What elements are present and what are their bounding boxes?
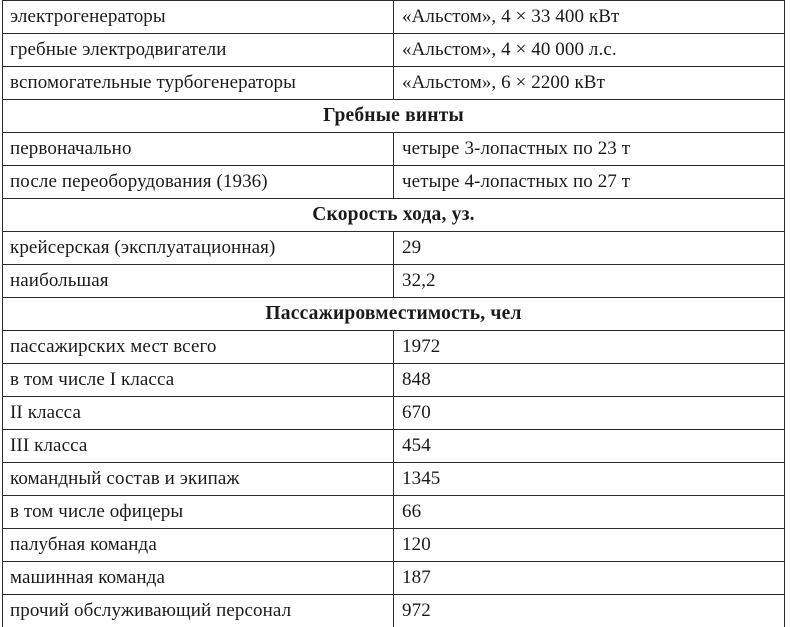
table-row	[3, 529, 785, 562]
row-value: 29	[394, 232, 785, 265]
row-label: II класса	[3, 397, 394, 430]
table-row	[3, 1, 785, 34]
table-row	[3, 67, 785, 100]
table-row	[3, 34, 785, 67]
table-row	[3, 265, 785, 298]
row-label: палубная команда	[3, 529, 394, 562]
section-header-label: Скорость хода, уз.	[3, 199, 785, 232]
row-label: в том числе офицеры	[3, 496, 394, 529]
row-label: командный состав и экипаж	[3, 463, 394, 496]
row-label: электрогенераторы	[3, 1, 394, 34]
row-label: прочий обслуживающий персонал	[3, 595, 394, 627]
row-label: наибольшая	[3, 265, 394, 298]
row-value: 1345	[394, 463, 785, 496]
row-label: вспомогательные турбогенераторы	[3, 67, 394, 100]
row-value: «Альстом», 4 × 33 400 кВт	[394, 1, 785, 34]
table-section-header-row	[3, 199, 785, 232]
section-header-label: Гребные винты	[3, 100, 785, 133]
table-row	[3, 133, 785, 166]
row-label: в том числе I класса	[3, 364, 394, 397]
row-value: четыре 4-лопастных по 27 т	[394, 166, 785, 199]
table-row	[3, 166, 785, 199]
row-value: «Альстом», 6 × 2200 кВт	[394, 67, 785, 100]
row-value: 670	[394, 397, 785, 430]
row-value: 66	[394, 496, 785, 529]
table-row	[3, 463, 785, 496]
row-value: 120	[394, 529, 785, 562]
row-value: «Альстом», 4 × 40 000 л.с.	[394, 34, 785, 67]
row-label: первоначально	[3, 133, 394, 166]
table-body	[3, 1, 785, 627]
row-value: 32,2	[394, 265, 785, 298]
row-value: четыре 3-лопастных по 23 т	[394, 133, 785, 166]
row-value: 454	[394, 430, 785, 463]
table-row	[3, 496, 785, 529]
row-label: III класса	[3, 430, 394, 463]
row-value: 1972	[394, 331, 785, 364]
table-row	[3, 364, 785, 397]
row-label: крейсерская (эксплуатационная)	[3, 232, 394, 265]
table-row	[3, 331, 785, 364]
specification-table	[2, 0, 785, 627]
table-row	[3, 232, 785, 265]
table-row	[3, 562, 785, 595]
row-label: пассажирских мест всего	[3, 331, 394, 364]
row-label: гребные электродвигатели	[3, 34, 394, 67]
section-header-label: Пассажировместимость, чел	[3, 298, 785, 331]
row-label: после переоборудования (1936)	[3, 166, 394, 199]
table-section-header-row	[3, 298, 785, 331]
row-value: 848	[394, 364, 785, 397]
table-row	[3, 397, 785, 430]
table-section-header-row	[3, 100, 785, 133]
row-value: 187	[394, 562, 785, 595]
row-value: 972	[394, 595, 785, 627]
table-row	[3, 430, 785, 463]
row-label: машинная команда	[3, 562, 394, 595]
